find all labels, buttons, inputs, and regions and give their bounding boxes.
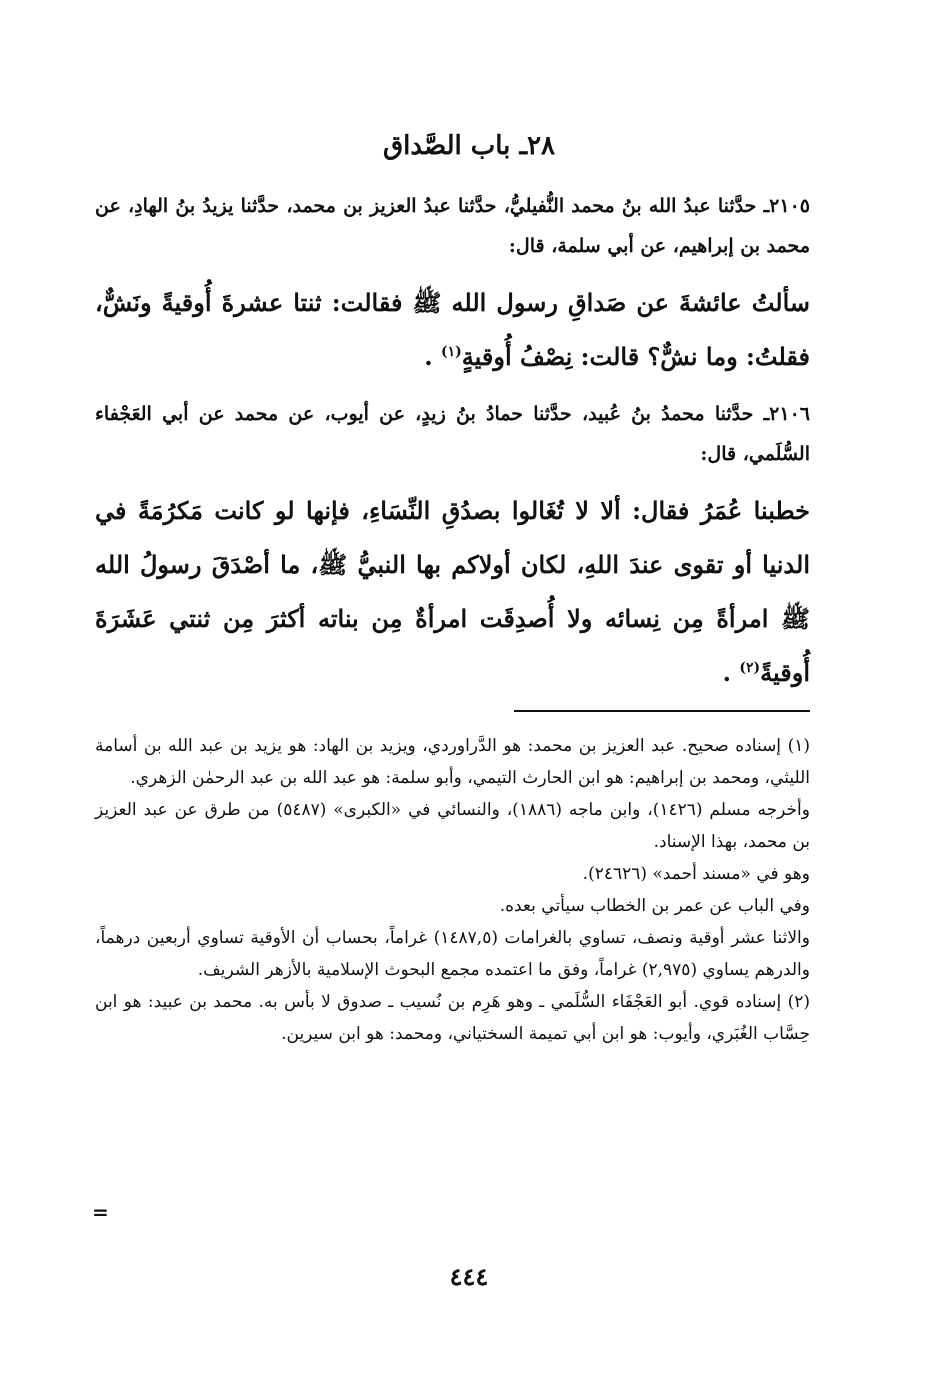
matn-end: . bbox=[424, 342, 441, 371]
footnote-reference: (١) bbox=[440, 344, 462, 360]
hadith-number: ٢١٠٦ـ bbox=[763, 403, 810, 425]
isnad-text: حدَّثنا محمدُ بنُ عُبيد، حدَّثنا حمادُ بنُ زيدٍ، عن أيوب، عن محمد عن أبي العَجْفاء السُّلَمي، قال: bbox=[95, 403, 810, 465]
hadith-2105-isnad bbox=[95, 186, 810, 266]
footnote-paragraph: (٢) إسناده قوي. أبو العَجْفَاء السُّلَمي ـ وهو هَرِم بن نُسيب ـ صدوق لا بأس به. محمد بن عبيد: هو ابن حِسَّاب الغُبَري، وأيوب: هو ابن أبي تميمة السختياني، ومحمد: هو ابن سيرين. bbox=[95, 992, 810, 1044]
footnote-reference: (٢) bbox=[739, 660, 761, 676]
hadith-2106-matn bbox=[95, 484, 810, 700]
hadith-2106-isnad bbox=[95, 394, 810, 474]
footnotes bbox=[95, 730, 810, 1050]
matn-text: سألتُ عائشةَ عن صَداقِ رسول الله ﷺ فقالت: ثنتا عشرةَ أُوقيةً ونَشٌّ، فقلتُ: وما نشٌّ؟ قالت: نِصْفُ أُوقيةٍ bbox=[95, 288, 810, 371]
footnote-separator bbox=[514, 710, 810, 712]
hadith-2105-matn bbox=[95, 276, 810, 384]
matn-text: خطبنا عُمَرُ فقال: ألا لا تُغَالوا بصدُقِ النِّسَاءِ، فإنها لو كانت مَكرُمَةً في الدنيا أو تقوى عندَ اللهِ، لكان أولاكم بها النبيُّ ﷺ، ما أصْدَقَ رسولُ الله ﷺ امرأةً مِن نِسائه ولا أُصدِقَت امرأةٌ مِن بناته أكثرَ مِن ثنتي عَشَرَةَ أُوقيةً bbox=[95, 496, 810, 687]
matn-end: . bbox=[722, 658, 740, 687]
footnote-paragraph: وهو في «مسند أحمد» (٢٤٦٢٦). bbox=[582, 864, 810, 884]
footnote-paragraph: (١) إسناده صحيح. عبد العزيز بن محمد: هو الدَّراوردي، ويزيد بن الهاد: هو يزيد بن عبد الله بن أسامة الليثي، ومحمد بن إبراهيم: هو ابن الحارث التيمي، وأبو سلمة: هو عبد الله بن عبد الرحمٰن الزهري. bbox=[95, 736, 810, 788]
page-number: ٤٤٤ bbox=[449, 1262, 489, 1291]
isnad-text: حدَّثنا عبدُ الله بنُ محمد النُّفيليُّ، حدَّثنا عبدُ العزيز بن محمد، حدَّثنا يزيدُ بنُ الهادِ، عن محمد بن إبراهيم، عن أبي سلمة، قال: bbox=[95, 195, 810, 257]
chapter-title: ٢٨ـ باب الصَّداق bbox=[382, 131, 556, 161]
footnote-paragraph: وأخرجه مسلم (١٤٢٦)، وابن ماجه (١٨٨٦)، والنسائي في «الكبرى» (٥٤٨٧) من طرق عن عبد العزيز بن محمد، بهذا الإسناد. bbox=[95, 800, 810, 852]
continuation-mark: = bbox=[92, 1200, 109, 1224]
footnote-paragraph: وفي الباب عن عمر بن الخطاب سيأتي بعده. bbox=[499, 896, 810, 916]
footnote-paragraph: والاثنا عشر أوقية ونصف، تساوي بالغرامات (١٤٨٧,٥) غراماً، بحساب أن الأوقية تساوي أربعين درهماً، والدرهم يساوي (٢,٩٧٥) غراماً، وفق ما اعتمده مجمع البحوث الإسلامية بالأزهر الشريف. bbox=[95, 928, 810, 980]
hadith-number: ٢١٠٥ـ bbox=[763, 195, 810, 217]
